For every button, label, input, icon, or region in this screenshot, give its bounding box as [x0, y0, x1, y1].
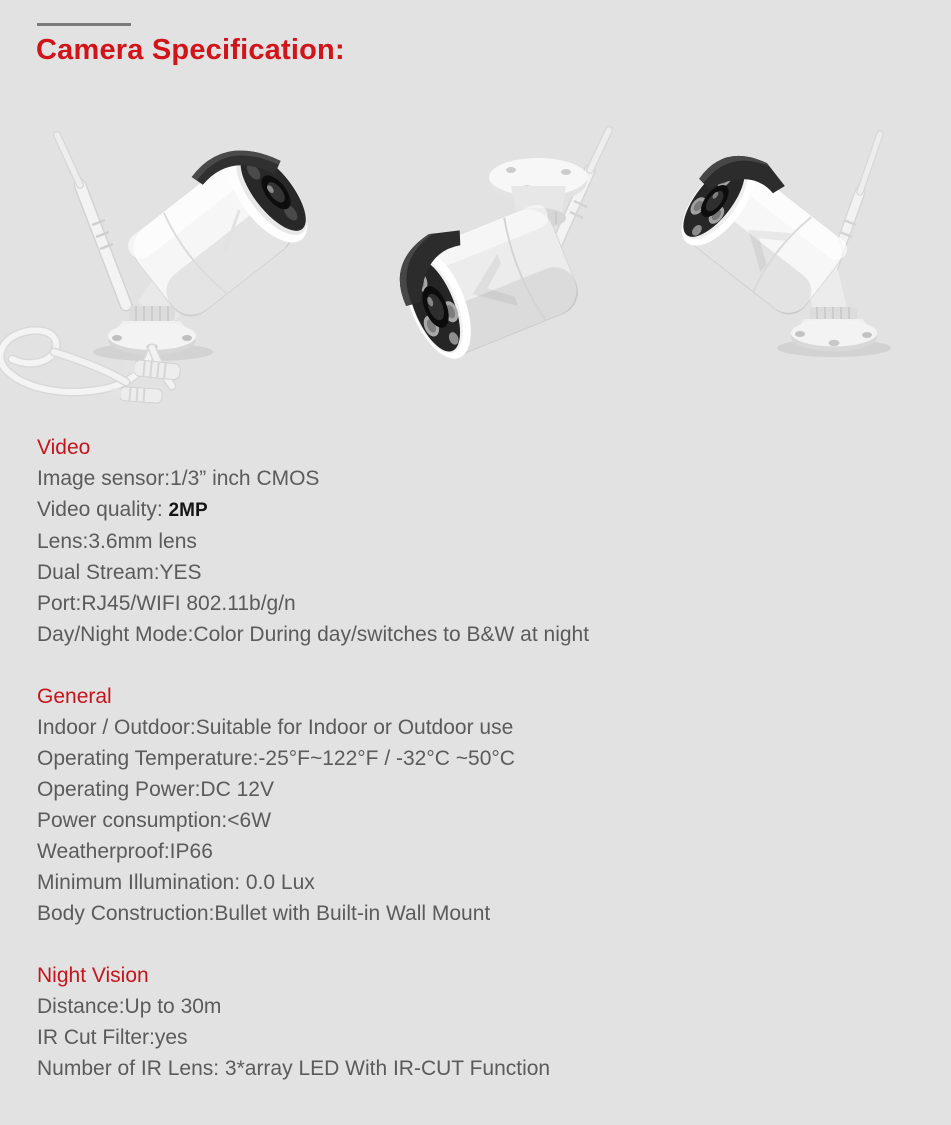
spec-line: Distance:Up to 30m	[37, 995, 222, 1018]
spec-section-night-vision	[37, 960, 917, 1084]
spec-line: Video quality: 2MP	[37, 498, 208, 521]
spec-line: Weatherproof:IP66	[37, 840, 213, 863]
spec-line: Minimum Illumination: 0.0 Lux	[37, 871, 315, 894]
section-heading: General	[37, 685, 112, 708]
bullet-camera-photo-center	[384, 130, 609, 369]
product-photo-strip	[0, 100, 951, 430]
spec-line: Lens:3.6mm lens	[37, 530, 197, 553]
spec-line: IR Cut Filter:yes	[37, 1026, 188, 1049]
spec-line: Number of IR Lens: 3*array LED With IR-CUT Function	[37, 1057, 551, 1080]
spec-line: Dual Stream:YES	[37, 561, 202, 584]
title-rule-divider	[37, 23, 131, 26]
spec-line: Indoor / Outdoor:Suitable for Indoor or Outdoor use	[37, 716, 514, 739]
page-title: Camera Specification:	[36, 34, 345, 66]
spec-line: Body Construction:Bullet with Built-in Wall Mount	[37, 902, 491, 925]
spec-line: Power consumption:<6W	[37, 809, 272, 832]
spec-line: Day/Night Mode:Color During day/switches to B&W at night	[37, 623, 590, 646]
section-heading: Night Vision	[37, 964, 149, 987]
spec-line: Operating Power:DC 12V	[37, 778, 274, 801]
bullet-camera-photo-left	[0, 126, 326, 404]
spec-line: Image sensor:1/3” inch CMOS	[37, 467, 320, 490]
section-heading: Video	[37, 436, 91, 459]
spec-line: Operating Temperature:-25°F~122°F / -32°C ~50°C	[37, 747, 515, 770]
spec-sections	[37, 432, 917, 1115]
spec-section-general	[37, 681, 917, 929]
spec-section-video	[37, 432, 917, 650]
bullet-camera-photo-right	[663, 134, 891, 357]
spec-line: Port:RJ45/WIFI 802.11b/g/n	[37, 592, 296, 615]
